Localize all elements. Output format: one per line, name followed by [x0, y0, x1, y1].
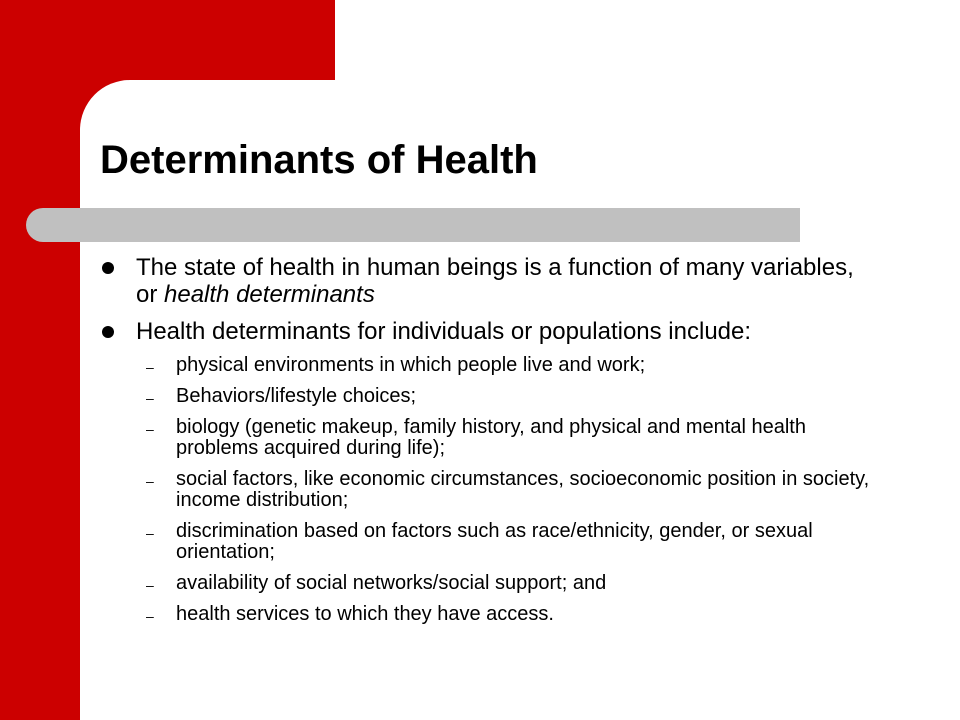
dash-icon: – [146, 421, 154, 437]
bullet-emphasis: health determinants [164, 281, 375, 308]
bullet-item [102, 254, 872, 308]
bullet-dot-icon [102, 326, 114, 338]
dash-icon: – [146, 390, 154, 406]
slide-title: Determinants of Health [100, 138, 538, 182]
sub-bullet-item [102, 604, 872, 625]
sub-bullet-item [102, 521, 872, 563]
bullet-text: Health determinants for individuals or populations include: [136, 318, 752, 345]
sub-bullet-text: biology (genetic makeup, family history, and physical and mental health problems acquired during life); [176, 416, 806, 459]
sub-bullet-item [102, 417, 872, 459]
sub-bullet-item [102, 469, 872, 511]
dash-icon: – [146, 525, 154, 541]
title-divider-bar [26, 208, 800, 242]
sub-bullet-text: health services to which they have access. [176, 603, 554, 625]
sub-bullet-text: physical environments in which people live and work; [176, 354, 646, 376]
sub-bullet-text: social factors, like economic circumstances, socioeconomic position in society, income distribution; [176, 468, 870, 511]
sub-bullet-text: availability of social networks/social support; and [176, 572, 607, 594]
sub-bullet-text: discrimination based on factors such as race/ethnicity, gender, or sexual orientation; [176, 520, 813, 563]
sub-bullet-list [102, 355, 872, 625]
bullet-dot-icon [102, 262, 114, 274]
bullet-item [102, 318, 872, 345]
dash-icon: – [146, 577, 154, 593]
sub-bullet-item [102, 386, 872, 407]
sub-bullet-item [102, 573, 872, 594]
sub-bullet-text: Behaviors/lifestyle choices; [176, 385, 417, 407]
bullet-text: The state of health in human beings is a function of many variables, or [136, 254, 854, 308]
sub-bullet-item [102, 355, 872, 376]
dash-icon: – [146, 473, 154, 489]
dash-icon: – [146, 608, 154, 624]
slide-body [102, 254, 872, 635]
dash-icon: – [146, 359, 154, 375]
